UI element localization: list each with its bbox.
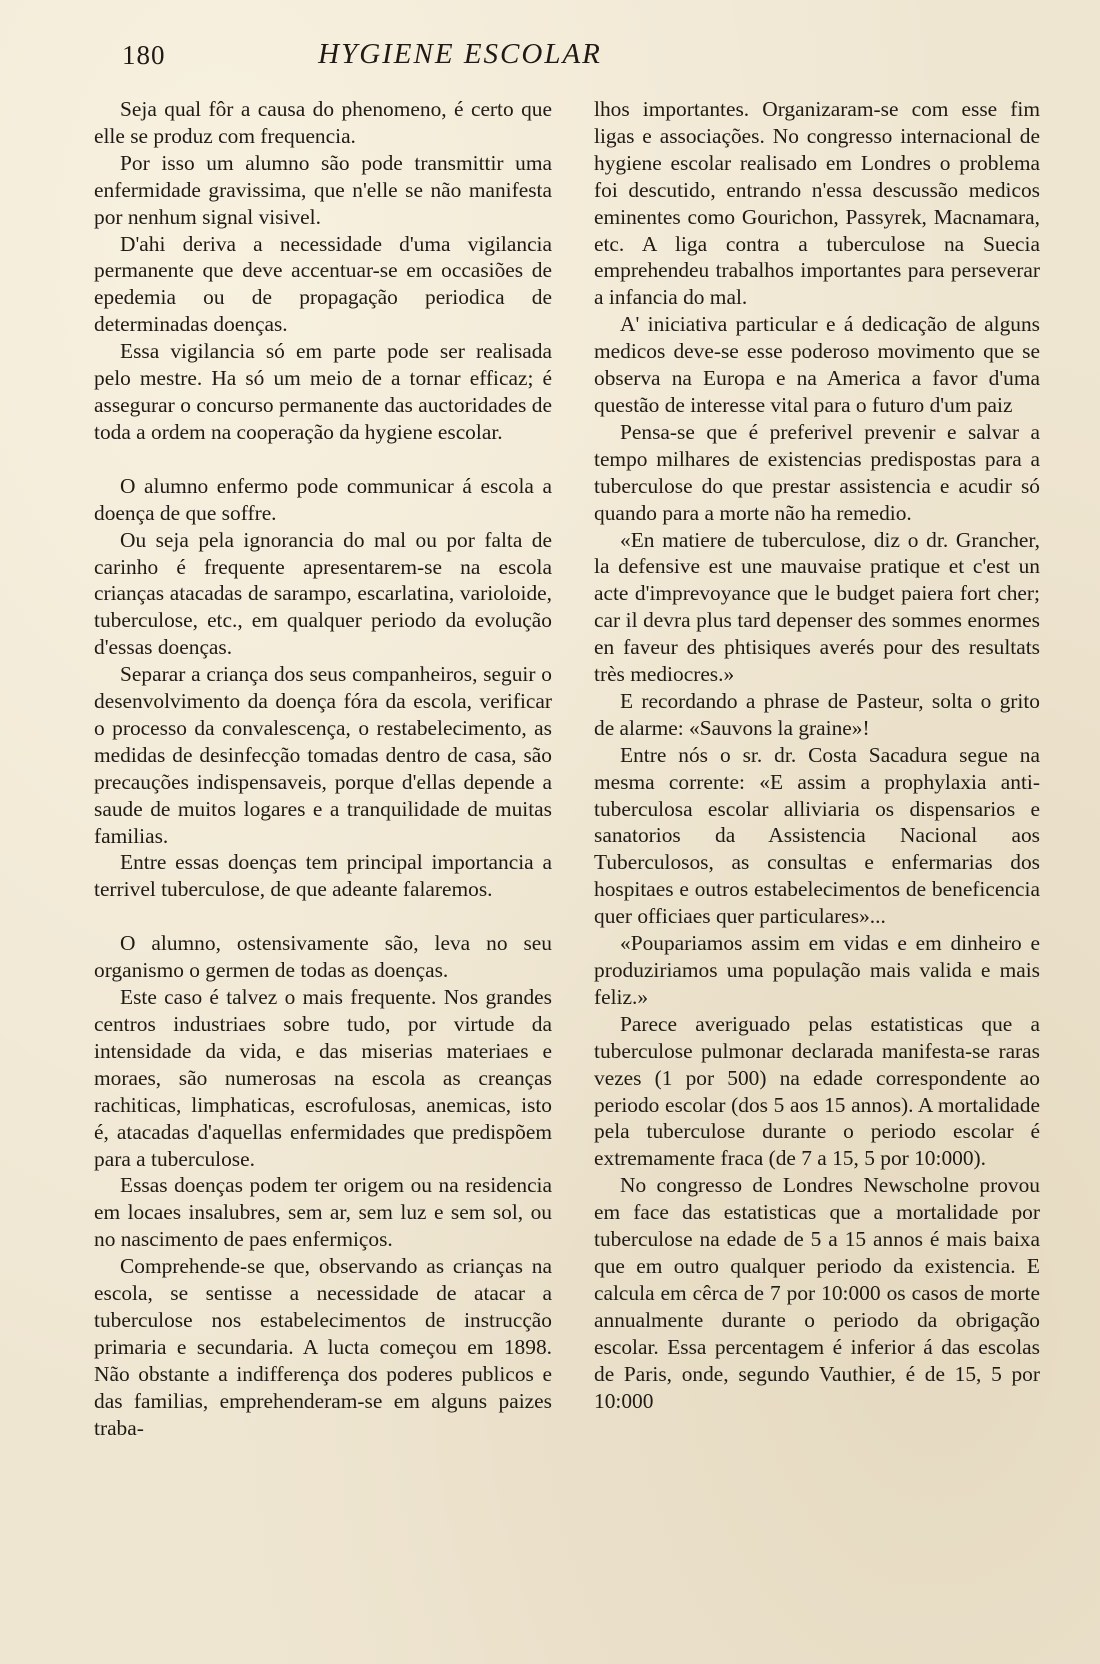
paragraph: O alumno, ostensivamente são, leva no seu organismo o germen de todas as doenças. <box>94 931 552 983</box>
paragraph: Parece averiguado pelas estatisticas que a tuberculose pulmonar declarada manifesta-se raras vezes (1 por 500) na edade correspondente ao periodo escolar (dos 5 aos 15 annos). A mortalidade pela tuberculose durante o periodo escolar é extremamente fraca (de 7 a 15, 5 por 10:000). <box>594 1011 1040 1171</box>
paragraph: Comprehende-se que, observando as crianças na escola, se sentisse a necessidade de atacar a tuberculose nos estabelecimentos de instrucção primaria e secundaria. A lucta começou em 1898. Não obstante a indifferença dos poderes publicos e das familias, emprehenderam-se em alguns paizes traba- <box>94 1254 552 1440</box>
quote-paragraph: «En matiere de tuberculose, diz o dr. Grancher, la defensive est une mauvaise pratique et c'est un acte d'imprevoyance que le budget paiera fort cher; car il devra plus tard depenser des sommes enormes en faveur des phtisiques averés pour des resultats très mediocres.» <box>594 527 1040 687</box>
paragraph: Pensa-se que é preferivel prevenir e salvar a tempo milhares de existencias predispostas para a tuberculose do que prestar assistencia e acudir só quando para a morte não ha remedio. <box>594 419 1040 525</box>
paragraph: No congresso de Londres Newscholne provou em face das estatisticas que a mortalidade por tuberculose na edade de 5 a 15 annos é mais baixa que em outro qualquer periodo da existencia. E calcula em cêrca de 7 por 10:000 os casos de morte annualmente durante o periodo da obrigação escolar. Essa percentagem é inferior á das escolas de Paris, onde, segundo Vauthier, é de 15, 5 por 10:000 <box>594 1173 1040 1413</box>
paragraph: Separar a criança dos seus companheiros, seguir o desenvolvimento da doença fóra da escola, verificar o processo da convalescença, o restabelecimento, as medidas de desinfecção tomadas dentro de casa, são precauções indispensaveis, porque d'ellas depende a saude de muitos logares e a tranquilidade de muitas familias. <box>94 662 552 848</box>
paragraph: Essas doenças podem ter origem ou na residencia em locaes insalubres, sem ar, sem luz e sem sol, ou no nascimento de paes enfermiços. <box>94 1173 552 1252</box>
quote-paragraph: «Poupariamos assim em vidas e em dinheiro e produziriamos uma população mais valida e mais feliz.» <box>594 931 1040 1009</box>
paragraph: Entre essas doenças tem principal importancia a terrivel tuberculose, de que adeante falaremos. <box>94 850 552 902</box>
page-number: 180 <box>122 40 166 70</box>
page-header <box>122 38 738 78</box>
paragraph: Ou seja pela ignorancia do mal ou por falta de carinho é frequente apresentarem-se na escola crianças atacadas de sarampo, escarlatina, varioloide, tuberculose, etc., em qualquer periodo da evolução d'essas doenças. <box>94 527 552 660</box>
left-column <box>94 96 552 1442</box>
paragraph: Este caso é talvez o mais frequente. Nos grandes centros industriaes sobre tudo, por virtude da intensidade da vida, e das miserias materiaes e moraes, são numerosas na escola as creanças rachiticas, limphaticas, escrofulosas, anemicas, isto é, atacadas d'aquellas enfermidades que predispõem para a tuberculose. <box>94 985 552 1171</box>
paragraph: E recordando a phrase de Pasteur, solta o grito de alarme: «Sauvons la graine»! <box>594 688 1040 740</box>
paragraph: lhos importantes. Organizaram-se com esse fim ligas e associações. No congresso internacional de hygiene escolar realisado em Londres o problema foi descutido, entrando n'essa descussão medicos eminentes como Gourichon, Passyrek, Macnamara, etc. A liga contra a tuberculose na Suecia emprehendeu trabalhos importantes para perseverar a infancia do mal. <box>594 97 1040 310</box>
running-title: HYGIENE ESCOLAR <box>318 38 602 70</box>
paragraph: Seja qual fôr a causa do phenomeno, é certo que elle se produz com frequencia. <box>94 97 552 148</box>
paragraph: Por isso um alumno são pode transmittir uma enfermidade gravissima, que n'elle se não manifesta por nenhum signal visivel. <box>94 150 552 229</box>
quote-paragraph: Entre nós o sr. dr. Costa Sacadura segue na mesma corrente: «E assim a prophylaxia anti-tuberculosa escolar alliviaria os dispensarios e sanatorios da Assistencia Nacional aos Tuberculosos, as consultas e enfermarias dos hospitaes e outros estabelecimentos de beneficencia quer officiaes quer particulares»... <box>594 742 1040 929</box>
right-column <box>594 96 1040 1414</box>
paragraph: O alumno enfermo pode communicar á escola a doença de que soffre. <box>94 473 552 525</box>
paragraph: Essa vigilancia só em parte pode ser realisada pelo mestre. Ha só um meio de a tornar efficaz; é assegurar o concurso permanente das auctoridades de toda a ordem na cooperação da hygiene escolar. <box>94 339 552 444</box>
paragraph: A' iniciativa particular e á dedicação de alguns medicos deve-se esse poderoso movimento que se observa na Europa e na America a favor d'uma questão de interesse vital para o futuro d'um paiz <box>594 312 1040 417</box>
paragraph: D'ahi deriva a necessidade d'uma vigilancia permanente que deve accentuar-se em occasiões de epedemia ou de propagação periodica de determinadas doenças. <box>94 231 552 337</box>
